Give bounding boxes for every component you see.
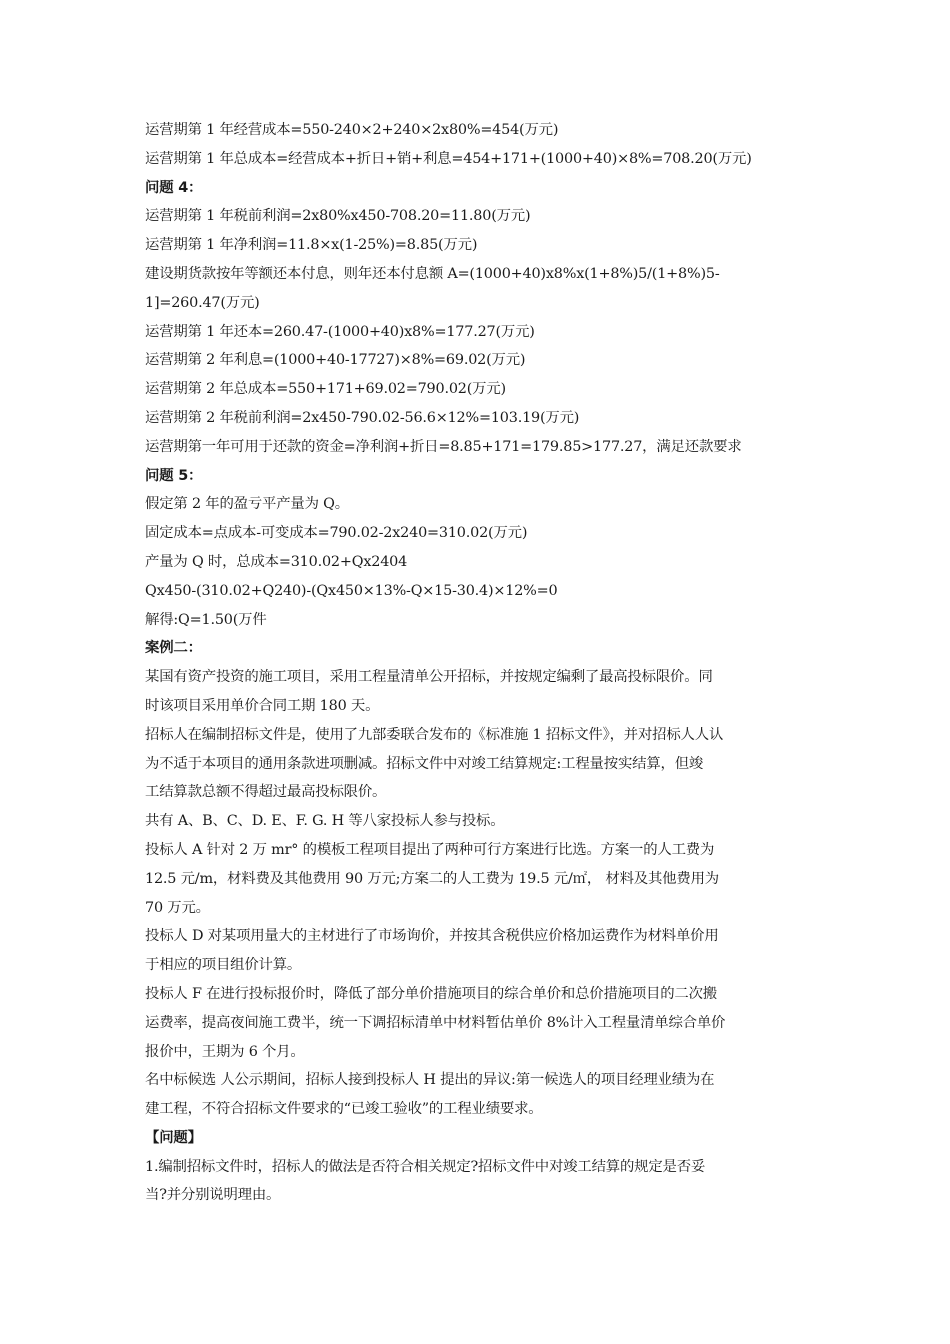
- text-line: 报价中，王期为 6 个月。: [145, 1043, 305, 1060]
- text-line: 运营期第 2 年利息=(1000+40-17727)×8%=69.02(万元): [145, 352, 526, 369]
- text-line: 产量为 Q 时，总成本=310.02+Qx2404: [145, 553, 408, 570]
- text-line: 于相应的项目组价计算。: [145, 957, 302, 974]
- text-line: 1.编制招标文件时，招标人的做法是否符合相关规定?招标文件中对竣工结算的规定是否妥: [145, 1158, 706, 1175]
- text-line: 投标人 D 对某项用量大的主材进行了市场询价，并按其含税供应价格加运费作为材料单价用: [145, 928, 719, 945]
- text-line: 12.5 元/m，材料费及其他费用 90 万元;方案二的人工费为 19.5 元/㎡， 材料及其他费用为: [145, 870, 719, 887]
- section-heading: 问题 4：: [145, 179, 203, 196]
- text-line: 某国有资产投资的施工项目，采用工程量清单公开招标，并按规定编剩了最高投标限价。同: [145, 669, 713, 686]
- text-line: 运营期第 1 年经营成本=550-240×2+240×2x80%=454(万元): [145, 122, 559, 138]
- text-line: 运营期第 1 年净利润=11.8×x(1-25%)=8.85(万元): [145, 237, 478, 254]
- text-line: 运营期第 1 年还本=260.47-(1000+40)x8%=177.27(万元): [145, 323, 535, 340]
- text-line: 运营期第 2 年税前利润=2x450-790.02-56.6×12%=103.19(万元): [145, 409, 580, 426]
- text-line: 假定第 2 年的盈亏平产量为 Q。: [145, 496, 349, 513]
- text-line: 运费率，提高夜间施工费半，统一下调招标清单中材料暂估单价 8%计入工程量清单综合单价: [145, 1014, 726, 1031]
- section-heading: 问题 5：: [145, 467, 203, 484]
- text-line: 运营期第 2 年总成本=550+171+69.02=790.02(万元): [145, 381, 506, 398]
- text-line: 70 万元。: [145, 899, 210, 916]
- text-line: 运营期第 1 年税前利润=2x80%x450-708.20=11.80(万元): [145, 208, 531, 225]
- text-line: 时该项目采用单价合同工期 180 天。: [145, 697, 380, 714]
- text-line: 解得:Q=1.50(万件: [145, 611, 267, 628]
- text-line: 运营期第一年可用于还款的资金=净利润+折日=8.85+171=179.85>177.27，满足还款要求: [145, 438, 742, 455]
- text-line: 招标人在编制招标文件是，使用了九部委联合发布的《标准施 1 招标文件》，并对招标人人认: [145, 726, 724, 743]
- text-line: 工结算款总额不得超过最高投标限价。: [145, 784, 387, 801]
- text-line: 建设期货款按年等额还本付息，则年还本付息额 A=(1000+40)x8%x(1+8%)5/(1+8%)5-: [145, 265, 720, 282]
- text-line: 当?并分别说明理由。: [145, 1187, 281, 1204]
- text-line: 共有 A、B、C、D. E、F. G. H 等八家投标人参与投标。: [145, 813, 505, 830]
- text-line: 为不适于本项目的通用条款进项删减。招标文件中对竣工结算规定:工程量按实结算，但竣: [145, 755, 704, 772]
- text-line: 1]=260.47(万元): [145, 294, 260, 311]
- text-line: 建工程，不符合招标文件要求的“已竣工验收”的工程业绩要求。: [145, 1101, 543, 1118]
- section-heading: 案例二：: [145, 640, 202, 657]
- text-line: 投标人 A 针对 2 万 mr° 的模板工程项目提出了两种可行方案进行比选。方案一的人工费为: [145, 841, 715, 858]
- document-page: [145, 116, 815, 1210]
- text-line: Qx450-(310.02+Q240)-(Qx450×13%-Q×15-30.4)×12%=0: [145, 582, 558, 599]
- section-heading: 【问题】: [145, 1129, 202, 1146]
- text-line: 固定成本=点成本-可变成本=790.02-2x240=310.02(万元): [145, 525, 528, 542]
- text-line: 运营期第 1 年总成本=经营成本+折日+销+利息=454+171+(1000+40)×8%=708.20(万元): [145, 150, 752, 167]
- text-line: 名中标候选 人公示期间，招标人接到投标人 H 提出的异议:第一候选人的项目经理业绩为在: [145, 1072, 715, 1089]
- text-line: 投标人 F 在进行投标报价时，降低了部分单价措施项目的综合单价和总价措施项目的二次搬: [145, 985, 717, 1002]
